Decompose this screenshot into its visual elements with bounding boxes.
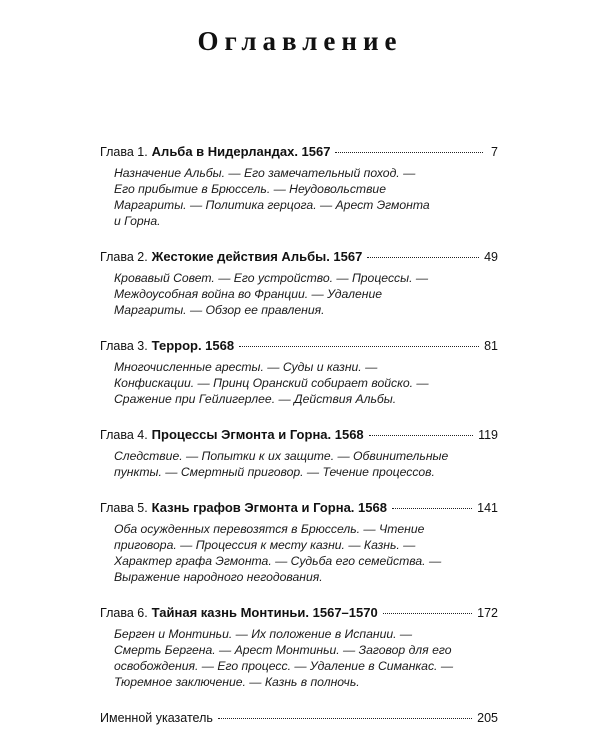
table-of-contents	[100, 143, 498, 746]
chapter-summary	[114, 626, 498, 690]
index-title[interactable]: Именной указатель	[100, 711, 213, 725]
toc-entry-chapter-5[interactable]	[100, 499, 498, 585]
chapter-number: Глава 4.	[100, 428, 148, 442]
summary-line: приговора. — Процессия к месту казни. — Казнь. —	[114, 538, 416, 552]
summary-line: Кровавый Совет. — Его устройство. — Процессы. —	[114, 271, 429, 285]
chapter-summary	[114, 448, 498, 480]
summary-line: Выражение народного негодования.	[114, 570, 323, 584]
dot-leader	[239, 345, 479, 347]
toc-entry-header[interactable]	[100, 499, 498, 517]
dot-leader	[367, 256, 479, 258]
chapter-title[interactable]: Казнь графов Эгмонта и Горна. 1568	[151, 500, 387, 515]
toc-entry-header[interactable]	[100, 143, 498, 161]
toc-entry-header[interactable]	[100, 604, 498, 622]
dot-leader	[218, 717, 472, 719]
summary-line: Сражение при Гейлигерлее. — Действия Альбы.	[114, 392, 397, 406]
summary-line: Междоусобная война во Франции. — Удаление	[114, 287, 383, 301]
chapter-number: Глава 3.	[100, 339, 148, 353]
summary-line: Тюремное заключение. — Казнь в полночь.	[114, 675, 360, 689]
toc-entry-chapter-4[interactable]	[100, 426, 498, 480]
summary-line: Характер графа Эгмонта. — Судьба его семейства. —	[114, 554, 442, 568]
chapter-title[interactable]: Жестокие действия Альбы. 1567	[151, 249, 363, 264]
summary-line: освобождения. — Его процесс. — Удаление в Симанкас. —	[114, 659, 454, 673]
toc-entry-header[interactable]	[100, 426, 498, 444]
dot-leader	[383, 612, 472, 614]
page-number[interactable]: 7	[491, 145, 498, 159]
toc-entry-chapter-2[interactable]	[100, 248, 498, 318]
toc-entry-header[interactable]	[100, 709, 498, 727]
chapter-number: Глава 5.	[100, 501, 148, 515]
page-number[interactable]: 172	[477, 606, 498, 620]
chapter-number: Глава 1.	[100, 145, 148, 159]
toc-entry-chapter-6[interactable]	[100, 604, 498, 690]
summary-line: пункты. — Смертный приговор. — Течение процессов.	[114, 465, 435, 479]
chapter-summary	[114, 165, 498, 229]
toc-entry-header[interactable]	[100, 337, 498, 355]
summary-line: и Горна.	[114, 214, 161, 228]
page-title: Оглавление	[197, 26, 403, 56]
summary-line: Берген и Монтиньи. — Их положение в Испании. —	[114, 627, 413, 641]
dot-leader	[392, 507, 472, 509]
chapter-summary	[114, 521, 498, 585]
chapter-summary	[114, 359, 498, 407]
toc-entry-chapter-3[interactable]	[100, 337, 498, 407]
chapter-summary	[114, 270, 498, 318]
dot-leader	[369, 434, 473, 436]
summary-line: Маргариты. — Обзор ее правления.	[114, 303, 325, 317]
page-number[interactable]: 141	[477, 501, 498, 515]
chapter-title[interactable]: Террор. 1568	[151, 338, 235, 353]
page-number[interactable]: 119	[478, 428, 498, 442]
chapter-title[interactable]: Альба в Нидерландах. 1567	[151, 144, 331, 159]
page-number[interactable]: 81	[484, 339, 498, 353]
summary-line: Конфискации. — Принц Оранский собирает войско. —	[114, 376, 429, 390]
toc-entry-header[interactable]	[100, 248, 498, 266]
page-number[interactable]: 49	[484, 250, 498, 264]
summary-line: Смерть Бергена. — Арест Монтиньи. — Заговор для его	[114, 643, 452, 657]
summary-line: Его прибытие в Брюссель. — Неудовольствие	[114, 182, 386, 196]
summary-line: Следствие. — Попытки к их защите. — Обвинительные	[114, 449, 449, 463]
toc-entry-index[interactable]	[100, 709, 498, 727]
summary-line: Назначение Альбы. — Его замечательный поход. —	[114, 166, 416, 180]
summary-line: Многочисленные аресты. — Суды и казни. —	[114, 360, 378, 374]
toc-entry-chapter-1[interactable]	[100, 143, 498, 229]
chapter-number: Глава 2.	[100, 250, 148, 264]
page-number[interactable]: 205	[477, 711, 498, 725]
chapter-number: Глава 6.	[100, 606, 148, 620]
summary-line: Маргариты. — Политика герцога. — Арест Эгмонта	[114, 198, 430, 212]
chapter-title[interactable]: Процессы Эгмонта и Горна. 1568	[151, 427, 364, 442]
summary-line: Оба осужденных перевозятся в Брюссель. — Чтение	[114, 522, 425, 536]
chapter-title[interactable]: Тайная казнь Монтиньи. 1567–1570	[151, 605, 378, 620]
dot-leader	[335, 151, 483, 153]
